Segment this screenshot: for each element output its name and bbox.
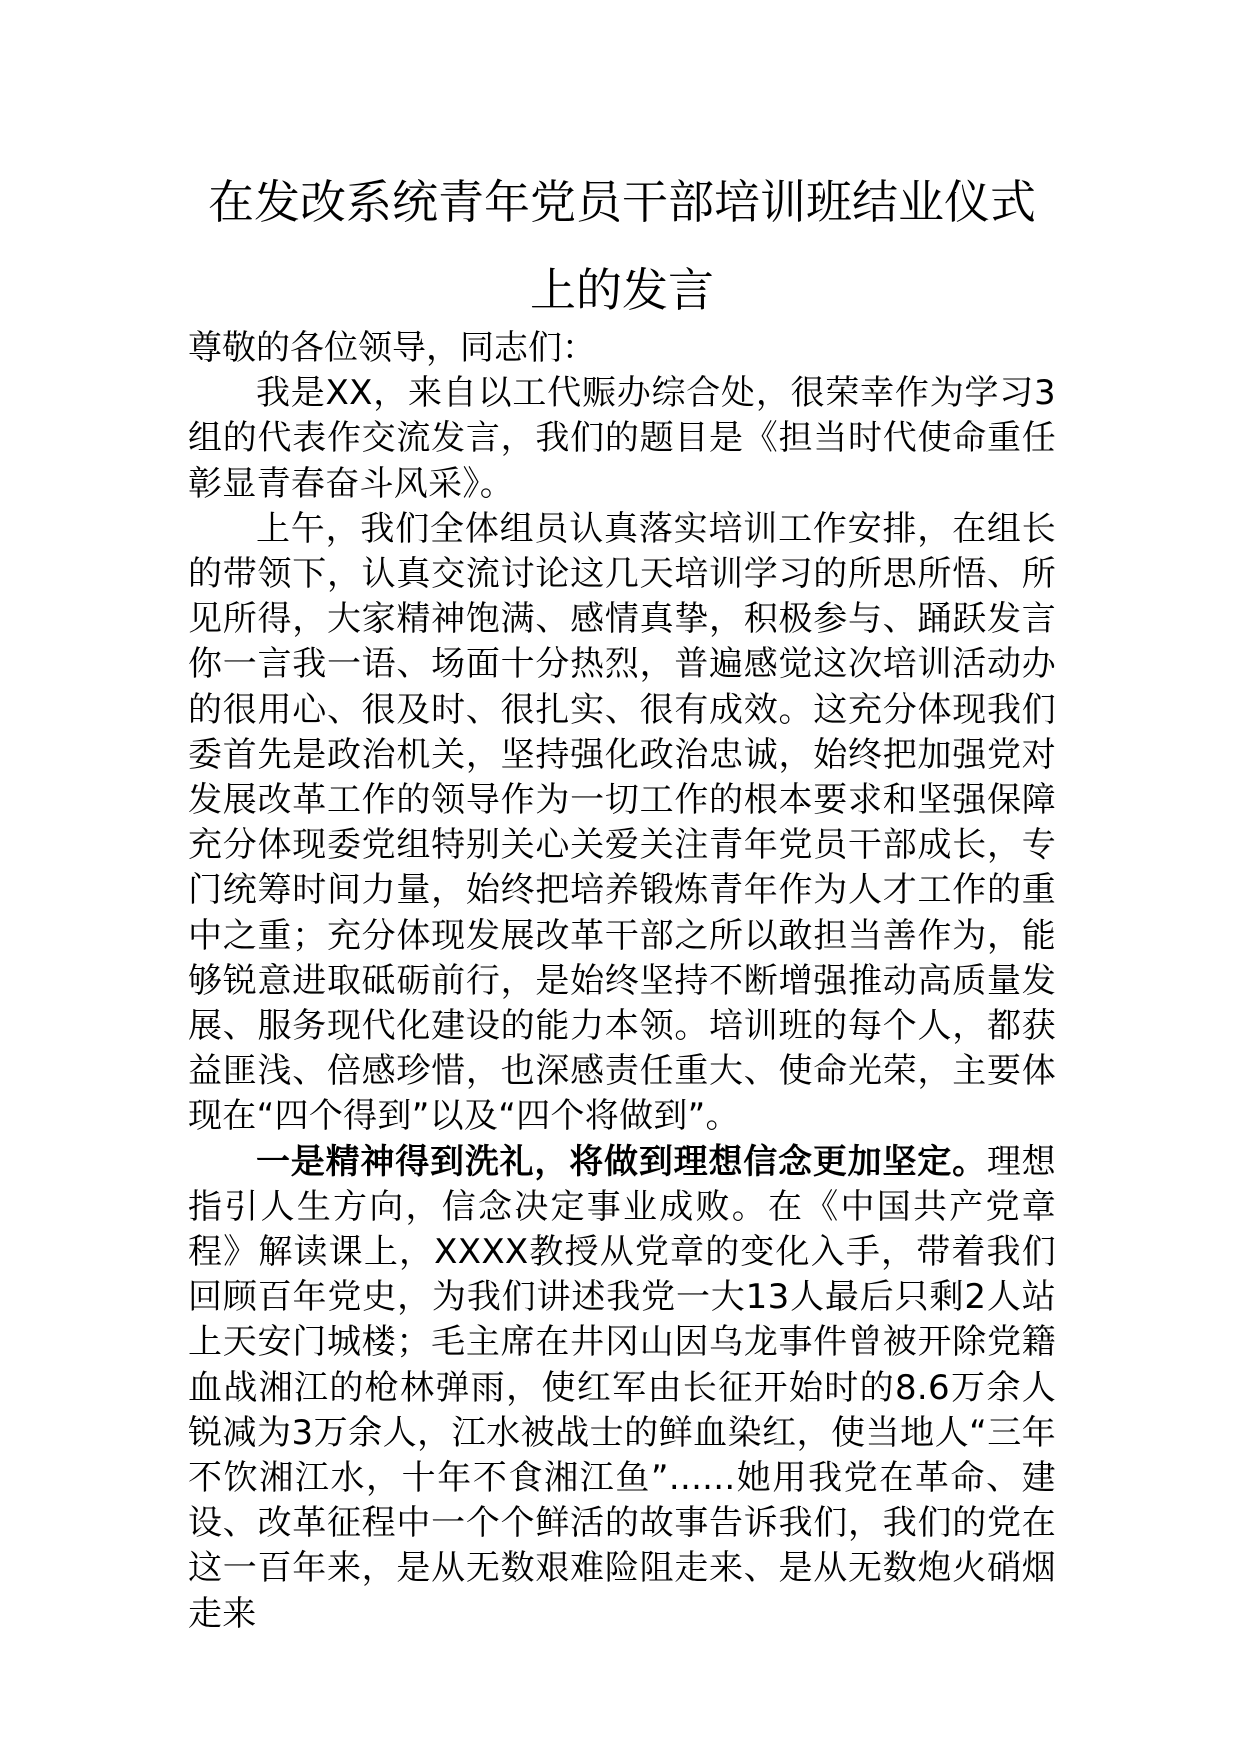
title-line-2: 上的发言 — [530, 263, 714, 317]
paragraph-3 — [188, 1140, 1056, 1637]
paragraph-text: 理想指引人生方向，信念决定事业成败。在《中国共产党章程》解读课上，XXXX教授从党章的变化入手，带着我们回顾百年党史，为我们讲述我党一大13人最后只剩2人站上天安门城楼；毛主席在井冈山因乌龙事件曾被开除党籍血战湘江的枪林弹雨，使红军由长征开始时的8.6万余人锐减为3万余人，江水被战士的鲜血染红，使当地人“三年不饮湘江水，十年不食湘江鱼”......她用我党在革命、建设、改革征程中一个个鲜活的故事告诉我们，我们的党在这一百年来，是从无数艰难险阻走来、是从无数炮火硝烟走来 — [188, 1141, 1056, 1634]
paragraph-lead: 一是精神得到洗礼，将做到理想信念更加坚定。 — [256, 1141, 987, 1182]
paragraph-1 — [188, 371, 1056, 507]
paragraph-2 — [188, 507, 1056, 1140]
document-page — [188, 158, 1056, 1637]
document-title — [188, 158, 1056, 334]
paragraph-text: 上午，我们全体组员认真落实培训工作安排，在组长的带领下，认真交流讨论这几天培训学习的所思所悟、所见所得，大家精神饱满、感情真挚，积极参与、踊跃发言你一言我一语、场面十分热烈，普遍感觉这次培训活动办的很用心、很及时、很扎实、很有成效。这充分体现我们委首先是政治机关，坚持强化政治忠诚，始终把加强党对发展改革工作的领导作为一切工作的根本要求和坚强保障充分体现委党组特别关心关爱关注青年党员干部成长，专门统筹时间力量，始终把培养锻炼青年作为人才工作的重中之重；充分体现发展改革干部之所以敢担当善作为，能够锐意进取砥砺前行，是始终坚持不断增强推动高质量发展、服务现代化建设的能力本领。培训班的每个人，都获益匪浅、倍感珍惜，也深感责任重大、使命光荣，主要体现在“四个得到”以及“四个将做到”。 — [188, 508, 1056, 1137]
title-line-1: 在发改系统青年党员干部培训班结业仪式 — [208, 175, 1036, 229]
salutation: 尊敬的各位领导，同志们： — [188, 328, 596, 368]
paragraph-text: 我是XX，来自以工代赈办综合处，很荣幸作为学习3组的代表作交流发言，我们的题目是《担当时代使命重任彰显青春奋斗风采》。 — [188, 373, 1056, 504]
